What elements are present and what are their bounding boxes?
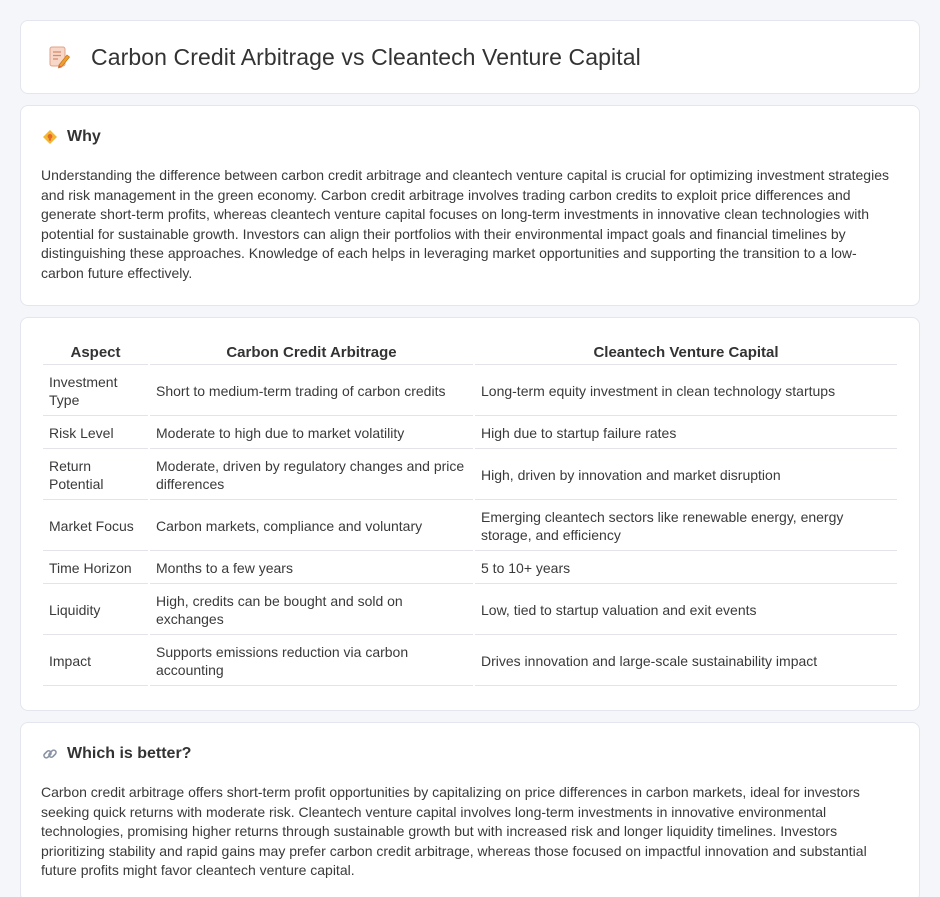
table-row xyxy=(43,451,897,500)
row-carbon-value: Months to a few years xyxy=(150,553,473,584)
row-carbon-value: High, credits can be bought and sold on exchanges xyxy=(150,586,473,635)
table-row xyxy=(43,418,897,449)
which-is-better-title: Which is better? xyxy=(67,745,192,762)
row-cleantech-value: Low, tied to startup valuation and exit events xyxy=(475,586,897,635)
row-aspect: Return Potential xyxy=(43,451,148,500)
why-title: Why xyxy=(67,128,101,145)
which-is-better-section xyxy=(20,722,920,897)
row-cleantech-value: High, driven by innovation and market disruption xyxy=(475,451,897,500)
row-cleantech-value: 5 to 10+ years xyxy=(475,553,897,584)
row-cleantech-value: Drives innovation and large-scale sustainability impact xyxy=(475,637,897,686)
diamond-bulb-icon xyxy=(41,128,59,146)
row-carbon-value: Carbon markets, compliance and voluntary xyxy=(150,502,473,551)
row-cleantech-value: High due to startup failure rates xyxy=(475,418,897,449)
row-aspect: Market Focus xyxy=(43,502,148,551)
table-header-row xyxy=(43,340,897,365)
why-section-header xyxy=(41,128,899,146)
comparison-table xyxy=(41,338,899,688)
row-cleantech-value: Emerging cleantech sectors like renewable energy, energy storage, and efficiency xyxy=(475,502,897,551)
which-is-better-header xyxy=(41,745,899,763)
row-carbon-value: Supports emissions reduction via carbon accounting xyxy=(150,637,473,686)
row-aspect: Time Horizon xyxy=(43,553,148,584)
comparison-table-card xyxy=(20,317,920,711)
which-is-better-body: Carbon credit arbitrage offers short-term profit opportunities by capitalizing on price differences in carbon markets, ideal for investors seeking quick returns with moderate risk. Cleantech venture capital involves long-term investments in innovative environmental technologies, promising higher returns through sustainable growth but with increased risk and longer liquidity timelines. Investors prioritizing stability and rapid gains may prefer carbon credit arbitrage, whereas those focused on impactful innovation and substantial future profits might favor cleantech venture capital. xyxy=(41,784,867,878)
row-carbon-value: Short to medium-term trading of carbon credits xyxy=(150,367,473,416)
row-carbon-value: Moderate, driven by regulatory changes and price differences xyxy=(150,451,473,500)
table-row xyxy=(43,553,897,584)
document-pencil-icon xyxy=(45,43,73,71)
row-aspect: Liquidity xyxy=(43,586,148,635)
row-aspect: Impact xyxy=(43,637,148,686)
page-title: Carbon Credit Arbitrage vs Cleantech Venture Capital xyxy=(91,43,641,70)
header-card xyxy=(20,20,920,94)
table-row xyxy=(43,367,897,416)
header-aspect: Aspect xyxy=(43,340,148,365)
row-aspect: Investment Type xyxy=(43,367,148,416)
row-aspect: Risk Level xyxy=(43,418,148,449)
header-cleantech-venture-capital: Cleantech Venture Capital xyxy=(475,340,897,365)
table-row xyxy=(43,586,897,635)
table-row xyxy=(43,637,897,686)
why-section xyxy=(20,105,920,306)
header-carbon-credit-arbitrage: Carbon Credit Arbitrage xyxy=(150,340,473,365)
table-row xyxy=(43,502,897,551)
why-body: Understanding the difference between carbon credit arbitrage and cleantech venture capital is crucial for optimizing investment strategies and risk management in the green economy. Carbon credit arbitrage involves trading carbon credits to exploit price differences and generate short-term profits, whereas cleantech venture capital focuses on long-term investments in innovative clean technologies with potential for sustainable growth. Investors can align their portfolios with their environmental impact goals and financial timelines by distinguishing these approaches. Knowledge of each helps in leveraging market opportunities and supporting the transition to a low-carbon future effectively. xyxy=(41,167,889,281)
row-cleantech-value: Long-term equity investment in clean technology startups xyxy=(475,367,897,416)
link-icon xyxy=(41,745,59,763)
row-carbon-value: Moderate to high due to market volatility xyxy=(150,418,473,449)
